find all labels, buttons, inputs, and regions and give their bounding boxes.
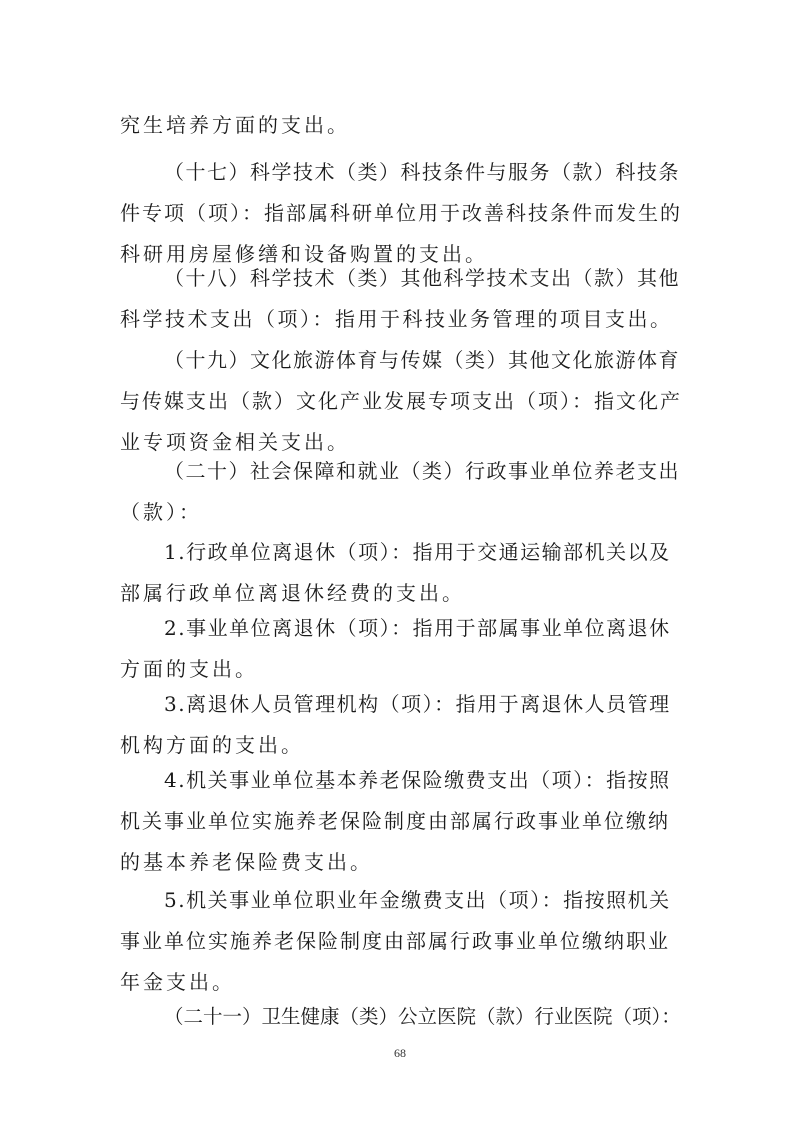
text-line: 究生培养方面的支出。 xyxy=(120,113,350,137)
text-line: 业专项资金相关支出。 xyxy=(120,430,350,454)
text-line: 科研用房屋修缮和设备购置的支出。 xyxy=(120,242,488,266)
paragraph-17 xyxy=(120,152,682,275)
item-3 xyxy=(120,684,682,766)
text-line: （款）： xyxy=(120,500,202,524)
paragraph-21 xyxy=(120,996,682,1037)
text-line: 部属行政单位离退休经费的支出。 xyxy=(120,581,465,605)
text-line: （十九）文化旅游体育与传媒（类）其他文化旅游体育 xyxy=(164,348,680,372)
item-1 xyxy=(120,532,682,614)
text-line: 2.事业单位离退休（项）：指用于部属事业单位离退休 xyxy=(164,616,671,640)
text-line: 的基本养老保险费支出。 xyxy=(120,850,373,874)
paragraph-19 xyxy=(120,340,682,463)
text-line: （十七）科学技术（类）科技条件与服务（款）科技条 xyxy=(164,160,680,184)
paragraph-18 xyxy=(120,258,682,340)
text-line: 件专项（项）：指部属科研单位用于改善科技条件而发生的 xyxy=(120,201,682,225)
text-line: （二十）社会保障和就业（类）行政事业单位养老支出 xyxy=(164,459,680,483)
paragraph-20 xyxy=(120,451,682,533)
text-line: 机构方面的支出。 xyxy=(120,733,304,757)
text-line: （十八）科学技术（类）其他科学技术支出（款）其他 xyxy=(164,266,680,290)
page-number: 68 xyxy=(394,1046,406,1060)
text-line: 4.机关事业单位基本养老保险缴费支出（项）：指按照 xyxy=(164,768,671,792)
text-line: （二十一）卫生健康（类）公立医院（款）行业医院（项）： xyxy=(164,1005,681,1028)
item-4 xyxy=(120,760,682,883)
body-line xyxy=(120,105,682,146)
text-line: 与传媒支出（款）文化产业发展专项支出（项）：指文化产 xyxy=(120,389,682,413)
text-line: 机关事业单位实施养老保险制度由部属行政事业单位缴纳 xyxy=(120,809,670,833)
text-line: 事业单位实施养老保险制度由部属行政事业单位缴纳职业 xyxy=(120,929,670,953)
text-line: 1.行政单位离退休（项）：指用于交通运输部机关以及 xyxy=(164,540,671,564)
text-line: 年金支出。 xyxy=(120,970,235,994)
text-line: 3.离退休人员管理机构（项）：指用于离退休人员管理 xyxy=(164,692,671,716)
item-5 xyxy=(120,880,682,1003)
text-line: 科学技术支出（项）：指用于科技业务管理的项目支出。 xyxy=(120,307,673,331)
item-2 xyxy=(120,608,682,690)
text-line: 5.机关事业单位职业年金缴费支出（项）：指按照机关 xyxy=(164,888,671,912)
text-line: 方面的支出。 xyxy=(120,657,258,681)
